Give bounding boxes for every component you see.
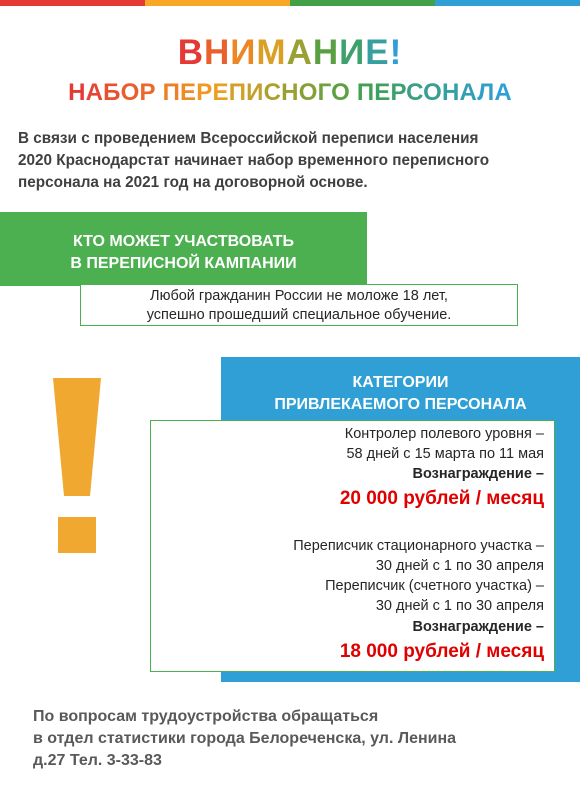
period-controller: 58 дней с 15 марта по 11 мая	[346, 446, 544, 462]
page-title	[0, 33, 580, 73]
title-letter: Н	[203, 33, 231, 72]
contact-line: По вопросам трудоустройства обращаться	[33, 708, 379, 725]
categories-heading-line: КАТЕГОРИИ	[352, 374, 449, 391]
title-letter: Р	[196, 79, 213, 106]
intro-paragraph	[18, 128, 563, 194]
title-letter: Б	[103, 79, 121, 106]
title-letter: П	[228, 79, 247, 106]
top-color-bar	[0, 0, 580, 6]
title-letter: Н	[441, 79, 460, 106]
period-census-taker-stationary: 30 дней с 1 по 30 апреля	[375, 558, 544, 574]
contact-info	[33, 706, 563, 772]
title-letter: Л	[477, 79, 495, 106]
categories-box	[150, 420, 555, 672]
title-letter: О	[298, 79, 318, 106]
role-census-taker-counting: Переписчик (счетного участка) –	[325, 578, 544, 594]
who-line: Любой гражданин России не моложе 18 лет,	[150, 288, 448, 304]
title-letter: П	[356, 79, 375, 106]
title-letter: И	[339, 33, 366, 72]
title-letter: Р	[139, 79, 156, 106]
title-letter: О	[331, 79, 350, 106]
title-letter: Е	[365, 33, 390, 72]
title-letter: Е	[212, 79, 229, 106]
title-letter: И	[230, 33, 257, 72]
period-census-taker-counting: 30 дней с 1 по 30 апреля	[375, 598, 544, 614]
title-letter: !	[389, 33, 403, 72]
intro-line: персонала на 2021 год на договорной основе.	[18, 174, 368, 191]
top-bar-blue	[435, 0, 580, 6]
role-controller: Контролер полевого уровня –	[344, 426, 544, 442]
who-heading	[0, 231, 367, 275]
who-heading-line: КТО МОЖЕТ УЧАСТВОВАТЬ	[72, 233, 294, 250]
title-letter: О	[423, 79, 442, 106]
contact-line: д.27 Тел. 3-33-83	[33, 752, 162, 769]
title-letter: Г	[317, 79, 332, 106]
title-letter: Н	[281, 79, 299, 106]
title-letter: Н	[312, 33, 340, 72]
title-letter: Н	[68, 79, 86, 106]
who-description-box	[80, 284, 518, 326]
title-letter: А	[459, 79, 478, 106]
title-letter: С	[406, 79, 424, 106]
title-letter: Е	[180, 79, 197, 106]
title-letter: П	[162, 79, 181, 106]
reward-amount-18000: 18 000 рублей / месяц	[339, 641, 544, 662]
categories-heading-line: ПРИВЛЕКАЕМОГО ПЕРСОНАЛА	[274, 396, 527, 413]
role-census-taker-stationary: Переписчик стационарного участка –	[293, 538, 544, 554]
who-description	[89, 287, 509, 325]
title-letter: С	[263, 79, 282, 106]
title-letter: О	[120, 79, 140, 106]
intro-line: 2020 Краснодарстат начинает набор временного переписного	[18, 152, 490, 169]
title-letter: А	[85, 79, 104, 106]
title-letter: Е	[374, 79, 391, 106]
reward-label: Вознаграждение –	[412, 619, 544, 635]
reward-label: Вознаграждение –	[412, 466, 544, 482]
top-bar-red	[0, 0, 145, 6]
categories-heading	[221, 372, 580, 416]
top-bar-green	[290, 0, 435, 6]
title-letter	[350, 79, 357, 106]
page-subtitle	[0, 79, 580, 107]
who-heading-line: В ПЕРЕПИСНОЙ КАМПАНИИ	[70, 255, 297, 272]
reward-amount-20000: 20 000 рублей / месяц	[339, 488, 544, 509]
top-bar-yellow	[145, 0, 290, 6]
title-letter: М	[256, 33, 287, 72]
title-letter: Р	[390, 79, 407, 106]
title-letter: И	[246, 79, 264, 106]
contact-line: в отдел статистики города Белореченска, ул. Ленина	[33, 730, 457, 747]
intro-line: В связи с проведением Всероссийской переписи населения	[18, 130, 479, 147]
title-letter	[156, 79, 163, 106]
exclamation-icon	[53, 378, 103, 558]
title-letter: А	[494, 79, 512, 106]
who-line: успешно прошедший специальное обучение.	[146, 307, 452, 323]
title-letter: А	[286, 33, 313, 72]
title-letter: В	[177, 33, 204, 72]
who-can-participate-banner	[0, 212, 367, 286]
